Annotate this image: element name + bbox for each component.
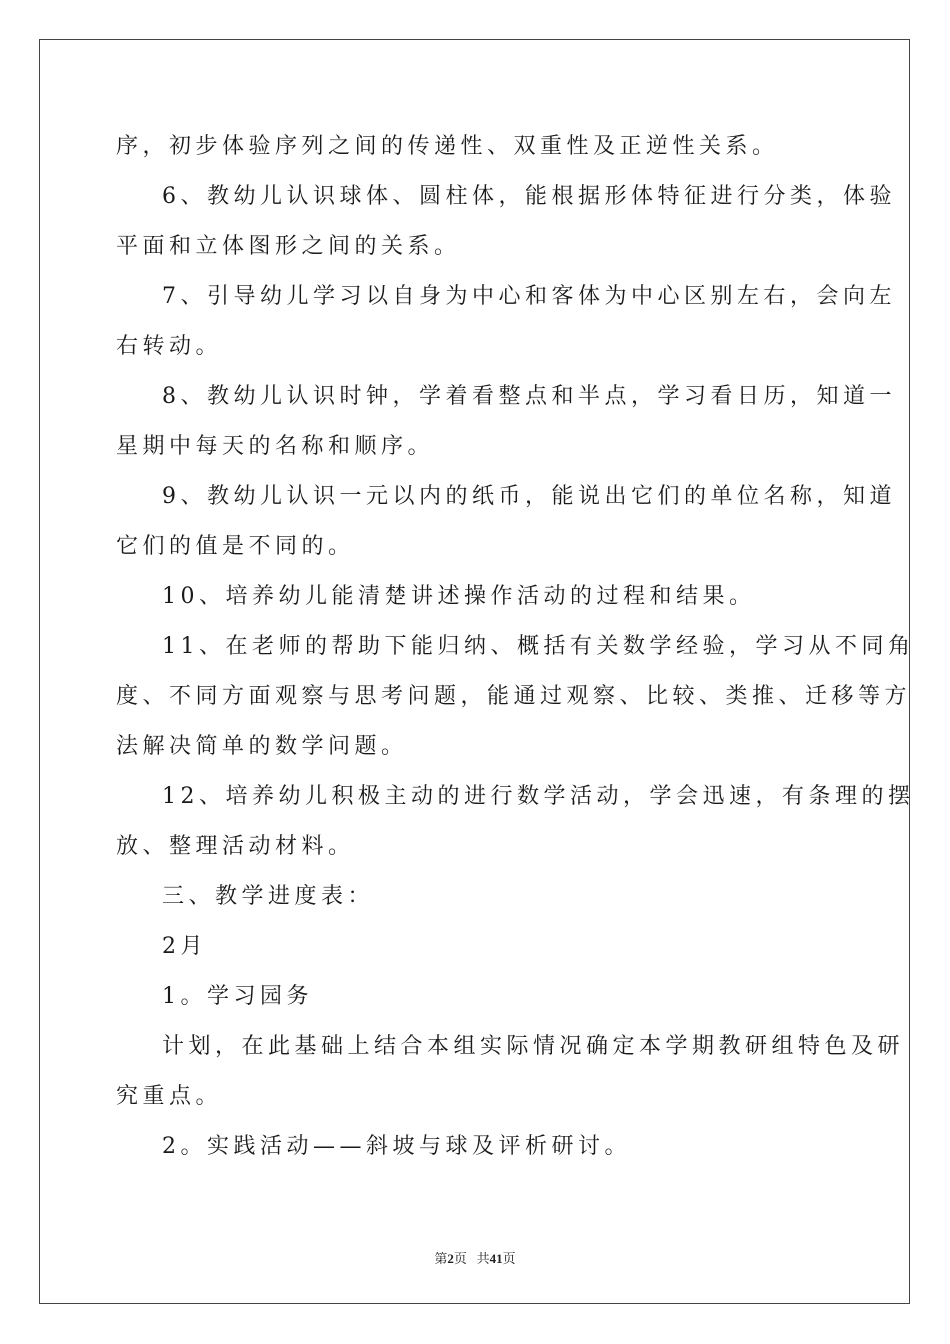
footer-total-prefix: 共 [476,1251,490,1266]
text-line: 平面和立体图形之间的关系。 [116,234,461,259]
text-line: 1。学习园务 [162,984,313,1009]
section-heading: 三、教学进度表： [162,884,375,909]
text-line: 放、整理活动材料。 [116,834,355,859]
text-line: 8、教幼儿认识时钟，学着看整点和半点，学习看日历，知道一 [162,384,896,409]
text-line: 计划，在此基础上结合本组实际情况确定本学期教研组特色及研 [162,1034,905,1059]
page-number: 2 [447,1251,454,1266]
text-line: 12、培养幼儿积极主动的进行数学活动，学会迅速，有条理的摆 [162,784,915,809]
text-line: 11、在老师的帮助下能归纳、概括有关数学经验，学习从不同角 [162,634,915,659]
text-line: 6、教幼儿认识球体、圆柱体，能根据形体特征进行分类，体验 [162,184,896,209]
footer-prefix: 第 [434,1251,448,1266]
footer-total-suffix: 页 [502,1251,516,1266]
text-line: 星期中每天的名称和顺序。 [116,434,435,459]
text-line: 9、教幼儿认识一元以内的纸币，能说出它们的单位名称，知道 [162,484,896,509]
text-line: 法解决简单的数学问题。 [116,734,408,759]
footer-page-suffix: 页 [453,1251,467,1266]
text-line: 度、不同方面观察与思考问题，能通过观察、比较、类推、迁移等方 [116,684,912,709]
text-line: 10、培养幼儿能清楚讲述操作活动的过程和结果。 [162,584,756,609]
text-line: 究重点。 [116,1084,223,1109]
text-line: 序，初步体验序列之间的传递性、双重性及正逆性关系。 [116,134,779,159]
document-body [116,122,915,1172]
total-pages: 41 [489,1251,503,1266]
month-label: 2月 [162,934,207,959]
text-line: 2。实践活动——斜坡与球及评析研讨。 [162,1134,631,1159]
text-line: 7、引导幼儿学习以自身为中心和客体为中心区别左右，会向左 [162,284,896,309]
text-line: 右转动。 [116,334,223,359]
page-footer [0,1248,950,1267]
text-line: 它们的值是不同的。 [116,534,355,559]
